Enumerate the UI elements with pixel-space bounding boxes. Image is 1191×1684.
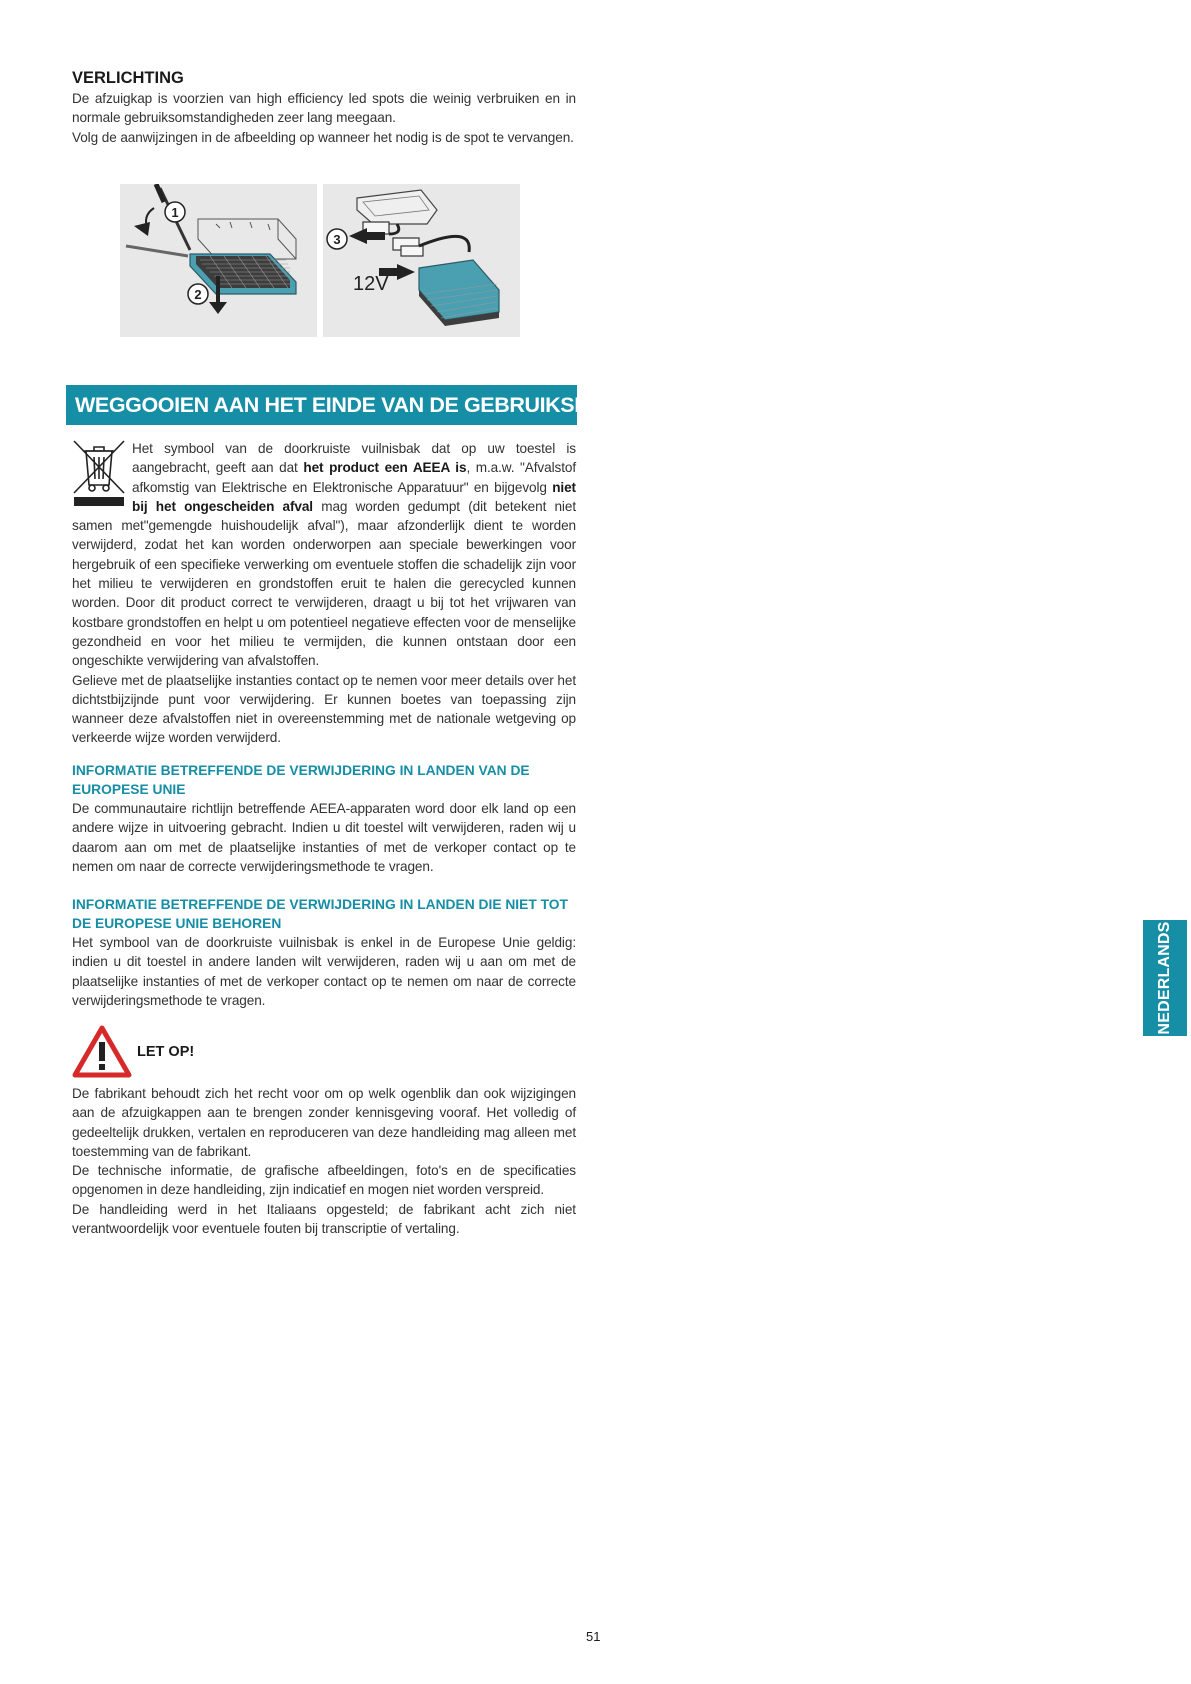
- step-3-label: 3: [333, 232, 341, 247]
- eu-disposal-heading: INFORMATIE BETREFFENDE DE VERWIJDERING IN LANDEN VAN DE EUROPESE UNIE: [72, 763, 530, 797]
- disposal-text-c: , m.a.w. "Afvalstof afkomstig van Elektrische en Elektronische Apparatuur" en bijgevolg: [132, 460, 577, 495]
- disposal-text-a: Het symbool van de doorkruiste vuilnisbak dat op uw toestel is aangebracht, geeft aan dat: [132, 441, 576, 476]
- figure-disconnect-spot: [323, 184, 520, 337]
- lighting-paragraph-2: Volg de aanwijzingen in de afbeelding op wanneer het nodig is de spot te vervangen.: [72, 129, 574, 145]
- disposal-paragraph-2: Gelieve met de plaatselijke instanties contact op te nemen voor meer details over het dichtstbijzijnde punt voor verwijdering. Er kunnen boetes van toepassing zijn wanneer deze afvalstoffen niet in overeenstemming met de nationale wetgeving op verkeerde wijze worden verwijderd.: [72, 672, 576, 746]
- disconnect-spot-illustration: [323, 184, 520, 337]
- lighting-paragraph-1: De afzuigkap is voorzien van high efficiency led spots die weinig verbruiken en in normale gebruiksomstandigheden zeer lang meegaan.: [72, 91, 576, 126]
- warning-paragraph-3: De handleiding werd in het Italiaans opgesteld; de fabrikant acht zich niet verantwoordelijk voor eventuele fouten bij transcriptie of vertaling.: [72, 1201, 576, 1237]
- eu-disposal-text: De communautaire richtlijn betreffende AEEA-apparaten word door elk land op een andere wijze in uitvoering gebracht. Indien u dit toestel wilt verwijderen, raden wij u daarom aan om met de plaatselijke instanties of met de verkoper contact op te nemen om naar de correcte verwijderingsmethode te vragen.: [72, 801, 576, 874]
- disposal-section: [72, 439, 576, 748]
- lighting-heading: VERLICHTING: [72, 69, 184, 87]
- disposal-banner: WEGGOOIEN AAN HET EINDE VAN DE GEBRUIKSDUUR: [66, 385, 577, 425]
- lighting-section: [72, 69, 576, 147]
- disposal-emphasis-unsorted: niet bij het ongescheiden afval: [132, 479, 576, 514]
- step-2-label: 2: [194, 287, 202, 302]
- figure-remove-spot: [120, 184, 317, 337]
- crossed-bin-icon: [72, 439, 126, 507]
- warning-triangle-icon: [72, 1025, 132, 1079]
- warning-paragraph-2: De technische informatie, de grafische afbeeldingen, foto's en de specificaties opgenomen in deze handleiding, zijn indicatief en mogen niet worden verspreid.: [72, 1163, 576, 1198]
- non-eu-disposal-text: Het symbool van de doorkruiste vuilnisbak is enkel in de Europese Unie geldig: indien u dit toestel in andere landen wilt verwijderen, raden wij u aan om met de plaatselijke instanties of met de verkoper contact op te nemen om naar de correcte verwijderingsmethode te vragen.: [72, 935, 576, 1008]
- warning-title: LET OP!: [137, 1044, 195, 1060]
- page-number: 51: [586, 1629, 601, 1644]
- language-tab: [1143, 920, 1187, 1036]
- non-eu-disposal-heading: INFORMATIE BETREFFENDE DE VERWIJDERING IN LANDEN DIE NIET TOT DE EUROPESE UNIE BEHOREN: [72, 897, 568, 931]
- disposal-emphasis-aeea: het product een AEEA is: [303, 460, 467, 476]
- step-1-label: 1: [171, 205, 179, 220]
- disposal-paragraph-1: [72, 439, 576, 671]
- remove-spot-illustration: [120, 184, 317, 337]
- language-tab-label: NEDERLANDS: [1156, 921, 1173, 1035]
- warning-section: [72, 1084, 576, 1238]
- voltage-label: 12V: [353, 273, 389, 295]
- warning-paragraph-1: De fabrikant behoudt zich het recht voor om op welk ogenblik dan ook wijzigingen aan de afzuigkappen aan te brengen zonder kennisgeving vooraf. Het volledig of gedeeltelijk drukken, vertalen en reproduceren van deze handleiding mag alleen met toestemming van de fabrikant.: [72, 1086, 576, 1159]
- eu-disposal-section: [72, 761, 576, 876]
- disposal-text-e: mag worden gedumpt (dit betekent niet samen met"gemengde huishoudelijk afval"), maar afzonderlijk dient te worden verwijderd, zodat het kan worden onderworpen aan speciale bewerkingen voor hergebruik of een specifieke verwerking om eventuele stoffen die schadelijk zijn voor het milieu te verwijderen en grondstoffen eruit te halen die gerecycled kunnen worden. Door dit product correct te verwijderen, draagt u bij tot het vrijwaren van kostbare grondstoffen en helpt u om potentieel negatieve effecten voor de menselijke gezondheid en voor het milieu te vermijden, die kunnen ontstaan door een ongeschikte verwijdering van afvalstoffen.: [72, 498, 576, 669]
- non-eu-disposal-section: [72, 895, 576, 1010]
